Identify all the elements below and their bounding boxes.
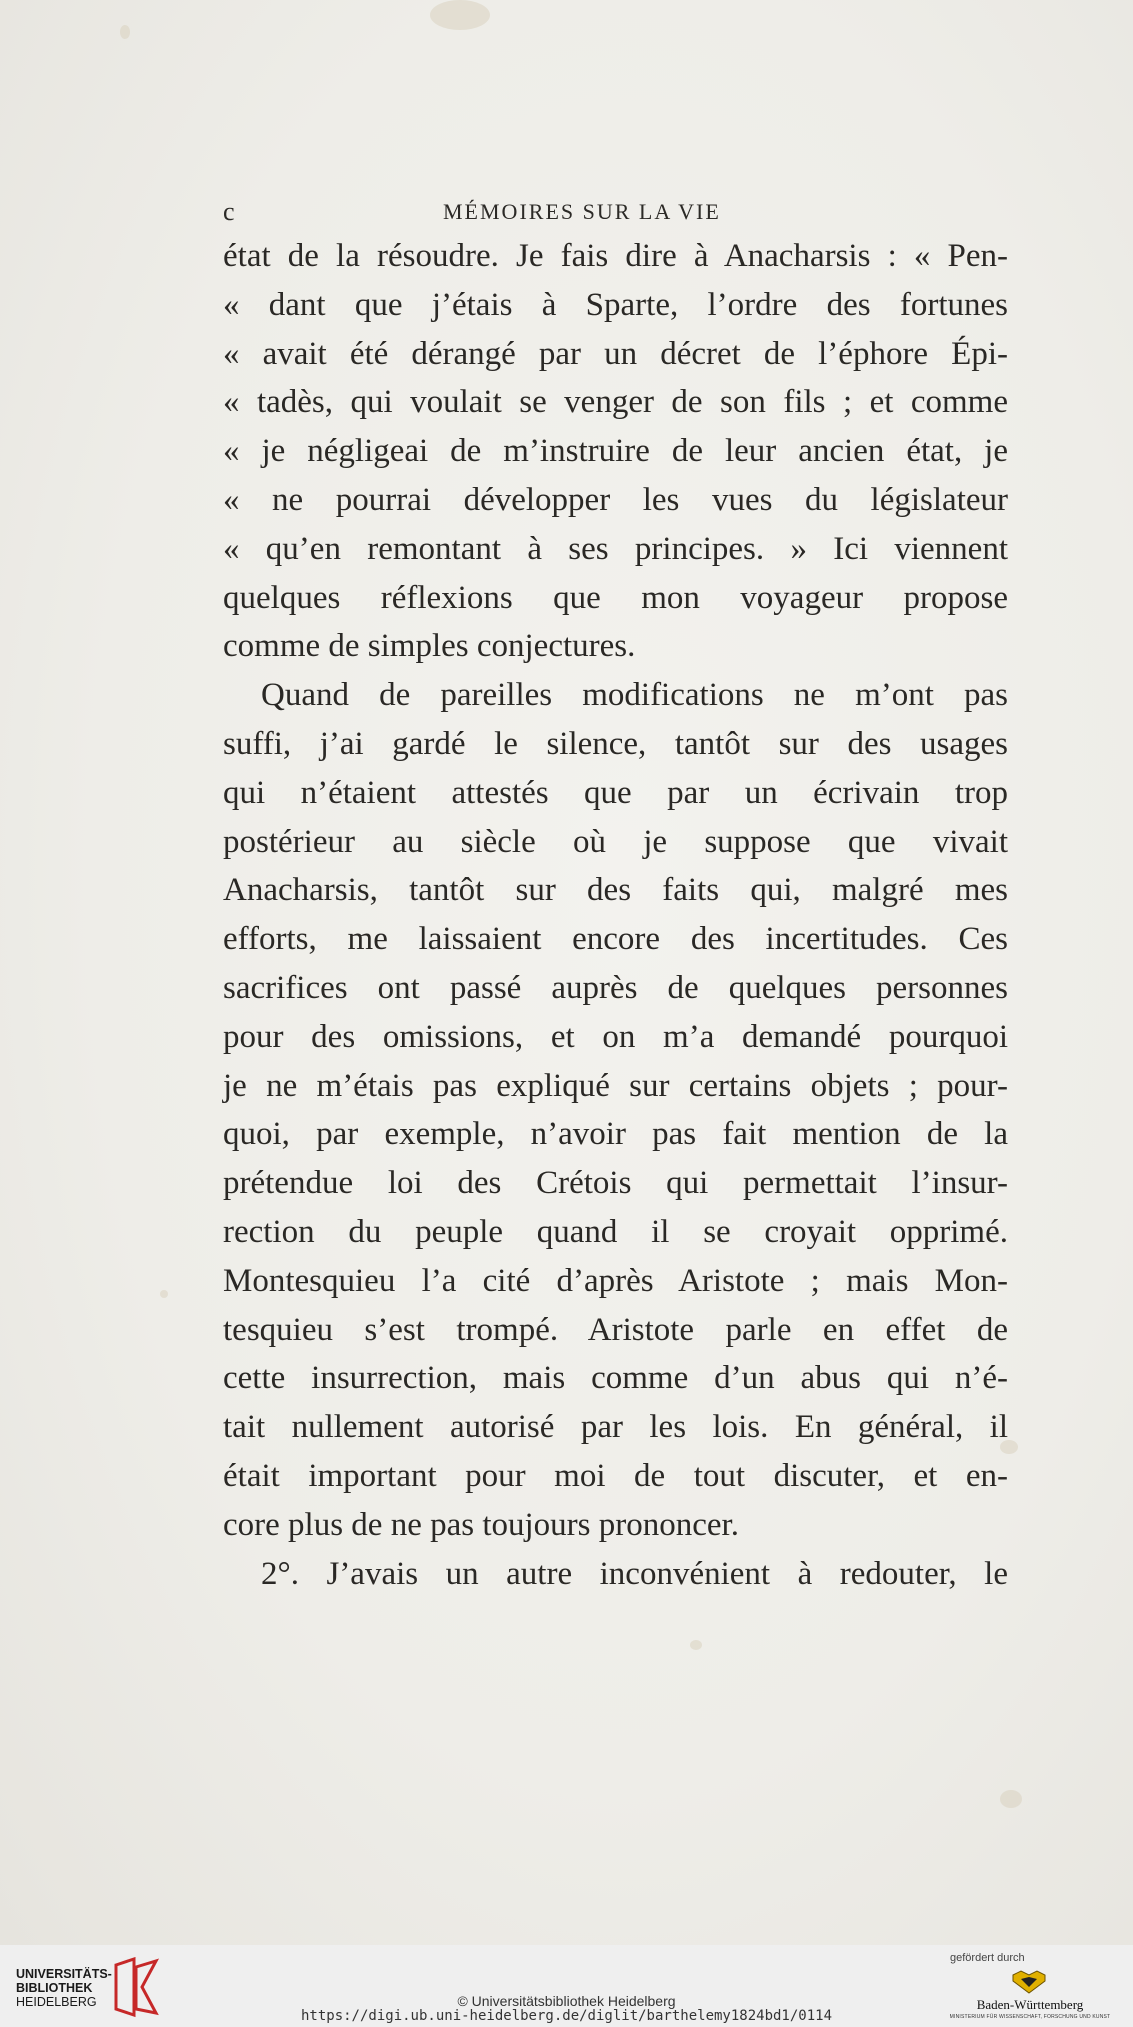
- running-title: MÉMOIRES SUR LA VIE: [443, 199, 721, 224]
- text-line: 2°. J’avais un autre inconvénient à redouter, le: [261, 1555, 1008, 1592]
- text-line: sacrifices ont passé auprès de quelques personnes: [223, 969, 1008, 1006]
- body-text: [223, 232, 1008, 1598]
- text-line: comme de simples conjectures.: [223, 628, 636, 665]
- text-line: efforts, me laissaient encore des incertitudes. Ces: [223, 921, 1008, 958]
- text-line: quelques réflexions que mon voyageur propose: [223, 579, 1008, 616]
- text-line: postérieur au siècle où je suppose que vivait: [223, 823, 1008, 860]
- coat-of-arms-icon: [1005, 1969, 1055, 1995]
- text-line: prétendue loi des Crétois qui permettait l’insur-: [223, 1165, 1008, 1202]
- text-line: core plus de ne pas toujours prononcer.: [223, 1506, 739, 1543]
- paper-stain: [690, 1640, 702, 1650]
- text-line: rection du peuple quand il se croyait opprimé.: [223, 1213, 1008, 1250]
- library-name-line: UNIVERSITÄTS-: [16, 1967, 112, 1981]
- text-line: était important pour moi de tout discuter, et en-: [223, 1457, 1008, 1494]
- footer-bar: [0, 1945, 1133, 2027]
- text-line: Montesquieu l’a cité d’après Aristote ; mais Mon-: [223, 1262, 1008, 1299]
- sponsor-label: gefördert durch: [950, 1952, 1025, 1964]
- text-line: « tadès, qui voulait se venger de son fils ; et comme: [223, 384, 1008, 421]
- sponsor-name: Baden-Württemberg: [976, 1997, 1084, 2012]
- sponsor-ministry: MINISTERIUM FÜR WISSENSCHAFT, FORSCHUNG UND KUNST: [949, 2014, 1111, 2020]
- paper-stain: [430, 0, 490, 30]
- paper-stain: [120, 25, 130, 39]
- text-line: je ne m’étais pas expliqué sur certains objets ; pour-: [223, 1067, 1008, 1104]
- permalink[interactable]: https://digi.ub.uni-heidelberg.de/diglit/barthelemy1824bd1/0114: [300, 2008, 832, 2024]
- text-line: qui n’étaient attestés que par un écrivain trop: [223, 774, 1008, 811]
- text-line: « dant que j’étais à Sparte, l’ordre des fortunes: [223, 286, 1008, 323]
- library-name-line: BIBLIOTHEK: [16, 1981, 93, 1995]
- text-line: tait nullement autorisé par les lois. En général, il: [223, 1409, 1008, 1446]
- page-number: c: [223, 197, 235, 226]
- text-line: pour des omissions, et on m’a demandé pourquoi: [223, 1018, 1008, 1055]
- text-line: cette insurrection, mais comme d’un abus qui n’é-: [223, 1360, 1008, 1397]
- text-line: tesquieu s’est trompé. Aristote parle en effet de: [223, 1311, 1008, 1348]
- text-line: « qu’en remontant à ses principes. » Ici viennent: [223, 530, 1008, 567]
- text-line: « avait été dérangé par un décret de l’éphore Épi-: [223, 335, 1008, 372]
- library-name-line: HEIDELBERG: [16, 1995, 97, 2009]
- paper-stain: [160, 1290, 168, 1298]
- copyright-notice: © Universitätsbibliothek Heidelberg: [457, 1993, 676, 2009]
- text-line: suffi, j’ai gardé le silence, tantôt sur des usages: [223, 725, 1008, 762]
- paper-stain: [1000, 1790, 1022, 1808]
- text-line: quoi, par exemple, n’avoir pas fait mention de la: [223, 1116, 1008, 1153]
- text-line: Anacharsis, tantôt sur des faits qui, malgré mes: [223, 872, 1008, 909]
- running-head: [223, 197, 1008, 227]
- text-line: « je négligeai de m’instruire de leur ancien état, je: [223, 433, 1008, 470]
- text-line: « ne pourrai développer les vues du législateur: [223, 481, 1008, 518]
- text-line: état de la résoudre. Je fais dire à Anacharsis : « Pen-: [223, 238, 1008, 274]
- text-line: Quand de pareilles modifications ne m’ont pas: [261, 677, 1008, 714]
